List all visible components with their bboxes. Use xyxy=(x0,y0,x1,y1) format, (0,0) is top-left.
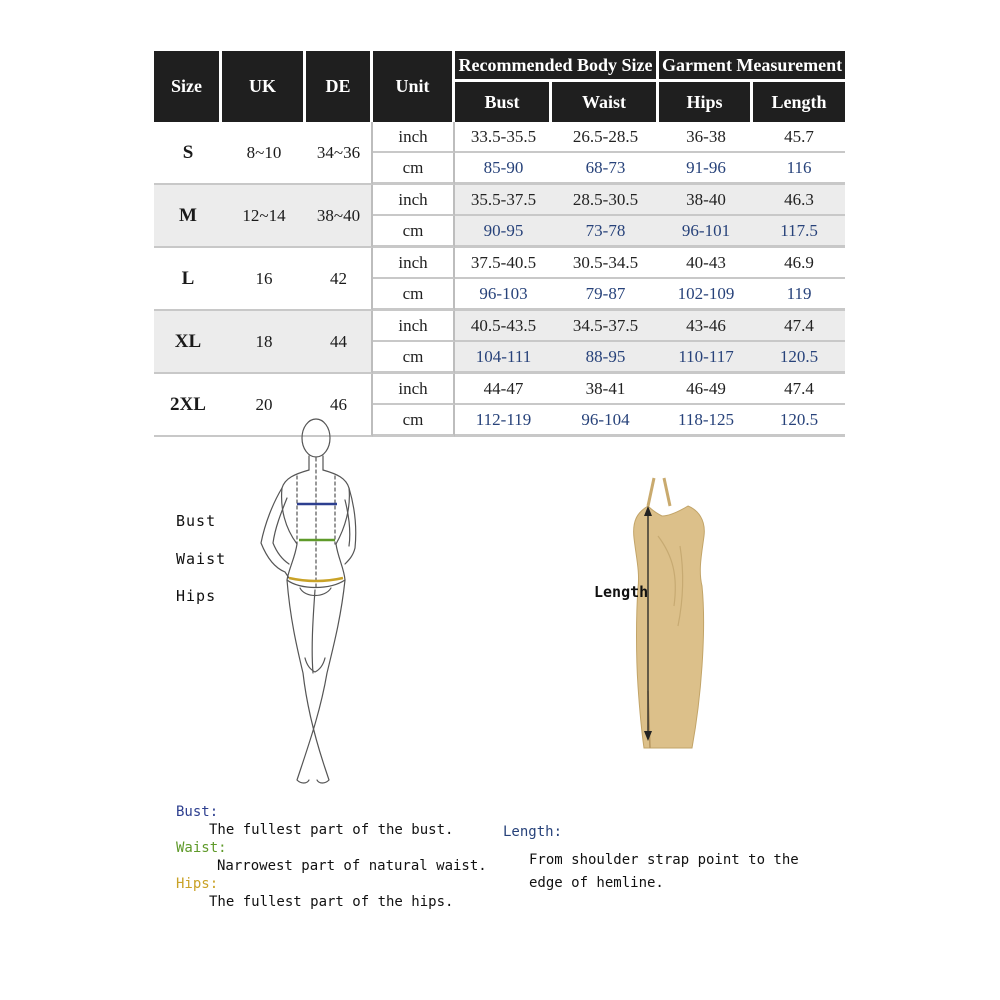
bust-cell: 40.5-43.5 xyxy=(455,311,552,342)
table-row xyxy=(154,122,845,153)
length-cell: 120.5 xyxy=(753,342,845,374)
uk-cell: 8~10 xyxy=(222,122,306,185)
header-garment-measurement: Garment Measurement xyxy=(659,51,845,82)
hips-cell: 38-40 xyxy=(659,185,753,216)
length-cell: 116 xyxy=(753,153,845,185)
unit-cell: cm xyxy=(373,342,455,374)
waist-cell: 68-73 xyxy=(552,153,659,185)
size-cell: XL xyxy=(154,311,222,374)
unit-cell: inch xyxy=(373,248,455,279)
waist-cell: 79-87 xyxy=(552,279,659,311)
bust-definition-title: Bust: xyxy=(176,804,219,820)
waist-cell: 28.5-30.5 xyxy=(552,185,659,216)
de-cell: 42 xyxy=(306,248,373,311)
header-unit: Unit xyxy=(373,51,455,122)
size-cell: 2XL xyxy=(154,374,222,437)
table-row xyxy=(154,374,845,405)
header-bust: Bust xyxy=(455,82,552,122)
table-row xyxy=(154,311,845,342)
hips-cell: 96-101 xyxy=(659,216,753,248)
uk-cell: 16 xyxy=(222,248,306,311)
header-de: DE xyxy=(306,51,373,122)
hips-cell: 46-49 xyxy=(659,374,753,405)
length-definition-text-line2: edge of hemline. xyxy=(529,875,664,891)
waist-cell: 34.5-37.5 xyxy=(552,311,659,342)
length-definition-title: Length: xyxy=(503,824,563,840)
hips-definition-title: Hips: xyxy=(176,876,219,892)
length-cell: 117.5 xyxy=(753,216,845,248)
hips-cell: 102-109 xyxy=(659,279,753,311)
torso-outline xyxy=(282,470,350,588)
waist-definition-text: Narrowest part of natural waist. xyxy=(217,858,487,874)
waist-cell: 73-78 xyxy=(552,216,659,248)
length-definition-text-line1: From shoulder strap point to the xyxy=(529,852,799,868)
bust-cell: 104-111 xyxy=(455,342,552,374)
uk-cell: 18 xyxy=(222,311,306,374)
header-uk: UK xyxy=(222,51,306,122)
hips-definition-text: The fullest part of the hips. xyxy=(209,894,454,910)
de-cell: 38~40 xyxy=(306,185,373,248)
waist-cell: 96-104 xyxy=(552,405,659,437)
bust-cell: 96-103 xyxy=(455,279,552,311)
waist-cell: 88-95 xyxy=(552,342,659,374)
header-size: Size xyxy=(154,51,222,122)
size-cell: L xyxy=(154,248,222,311)
unit-cell: cm xyxy=(373,405,455,437)
table-row xyxy=(154,248,845,279)
waist-definition-title: Waist: xyxy=(176,840,227,856)
length-cell: 47.4 xyxy=(753,311,845,342)
hips-label: Hips xyxy=(176,587,217,605)
waist-label: Waist xyxy=(176,550,227,568)
left-leg-outline xyxy=(287,580,329,783)
length-cell: 119 xyxy=(753,279,845,311)
waist-cell: 38-41 xyxy=(552,374,659,405)
table-row xyxy=(154,185,845,216)
bust-cell: 33.5-35.5 xyxy=(455,122,552,153)
bust-cell: 112-119 xyxy=(455,405,552,437)
length-cell: 120.5 xyxy=(753,405,845,437)
waist-cell: 26.5-28.5 xyxy=(552,122,659,153)
bust-cell: 90-95 xyxy=(455,216,552,248)
bust-cell: 35.5-37.5 xyxy=(455,185,552,216)
body-figure-illustration xyxy=(245,418,375,790)
hips-cell: 40-43 xyxy=(659,248,753,279)
length-cell: 46.3 xyxy=(753,185,845,216)
head-outline xyxy=(302,419,330,457)
hips-cell: 91-96 xyxy=(659,153,753,185)
length-cell: 47.4 xyxy=(753,374,845,405)
waist-cell: 30.5-34.5 xyxy=(552,248,659,279)
unit-cell: cm xyxy=(373,279,455,311)
bust-label: Bust xyxy=(176,512,217,530)
unit-cell: inch xyxy=(373,185,455,216)
header-waist: Waist xyxy=(552,82,659,122)
bust-cell: 44-47 xyxy=(455,374,552,405)
length-cell: 45.7 xyxy=(753,122,845,153)
dress-body xyxy=(634,506,705,748)
pelvis-curve xyxy=(300,588,331,596)
side-guides xyxy=(297,476,335,544)
uk-cell: 12~14 xyxy=(222,185,306,248)
right-arm-outline xyxy=(345,488,356,564)
knee-lines xyxy=(305,658,325,672)
size-chart-table xyxy=(154,51,845,437)
inner-leg-line xyxy=(312,590,315,673)
hips-cell: 118-125 xyxy=(659,405,753,437)
hips-cell: 36-38 xyxy=(659,122,753,153)
halter-straps xyxy=(648,478,670,506)
size-cell: M xyxy=(154,185,222,248)
unit-cell: cm xyxy=(373,216,455,248)
hips-cell: 43-46 xyxy=(659,311,753,342)
de-cell: 44 xyxy=(306,311,373,374)
header-hips: Hips xyxy=(659,82,753,122)
bust-cell: 85-90 xyxy=(455,153,552,185)
header-recommended-body-size: Recommended Body Size xyxy=(455,51,659,82)
left-inner-arm xyxy=(273,498,289,564)
unit-cell: inch xyxy=(373,311,455,342)
bust-definition-text: The fullest part of the bust. xyxy=(209,822,454,838)
uk-cell: 20 xyxy=(222,374,306,437)
header-length: Length xyxy=(753,82,845,122)
bust-cell: 37.5-40.5 xyxy=(455,248,552,279)
unit-cell: cm xyxy=(373,153,455,185)
de-cell: 34~36 xyxy=(306,122,373,185)
length-label: Length xyxy=(594,583,649,601)
size-cell: S xyxy=(154,122,222,185)
hips-cell: 110-117 xyxy=(659,342,753,374)
unit-cell: inch xyxy=(373,122,455,153)
length-cell: 46.9 xyxy=(753,248,845,279)
de-cell: 46 xyxy=(306,374,373,437)
dress-illustration xyxy=(618,476,718,756)
unit-cell: inch xyxy=(373,374,455,405)
